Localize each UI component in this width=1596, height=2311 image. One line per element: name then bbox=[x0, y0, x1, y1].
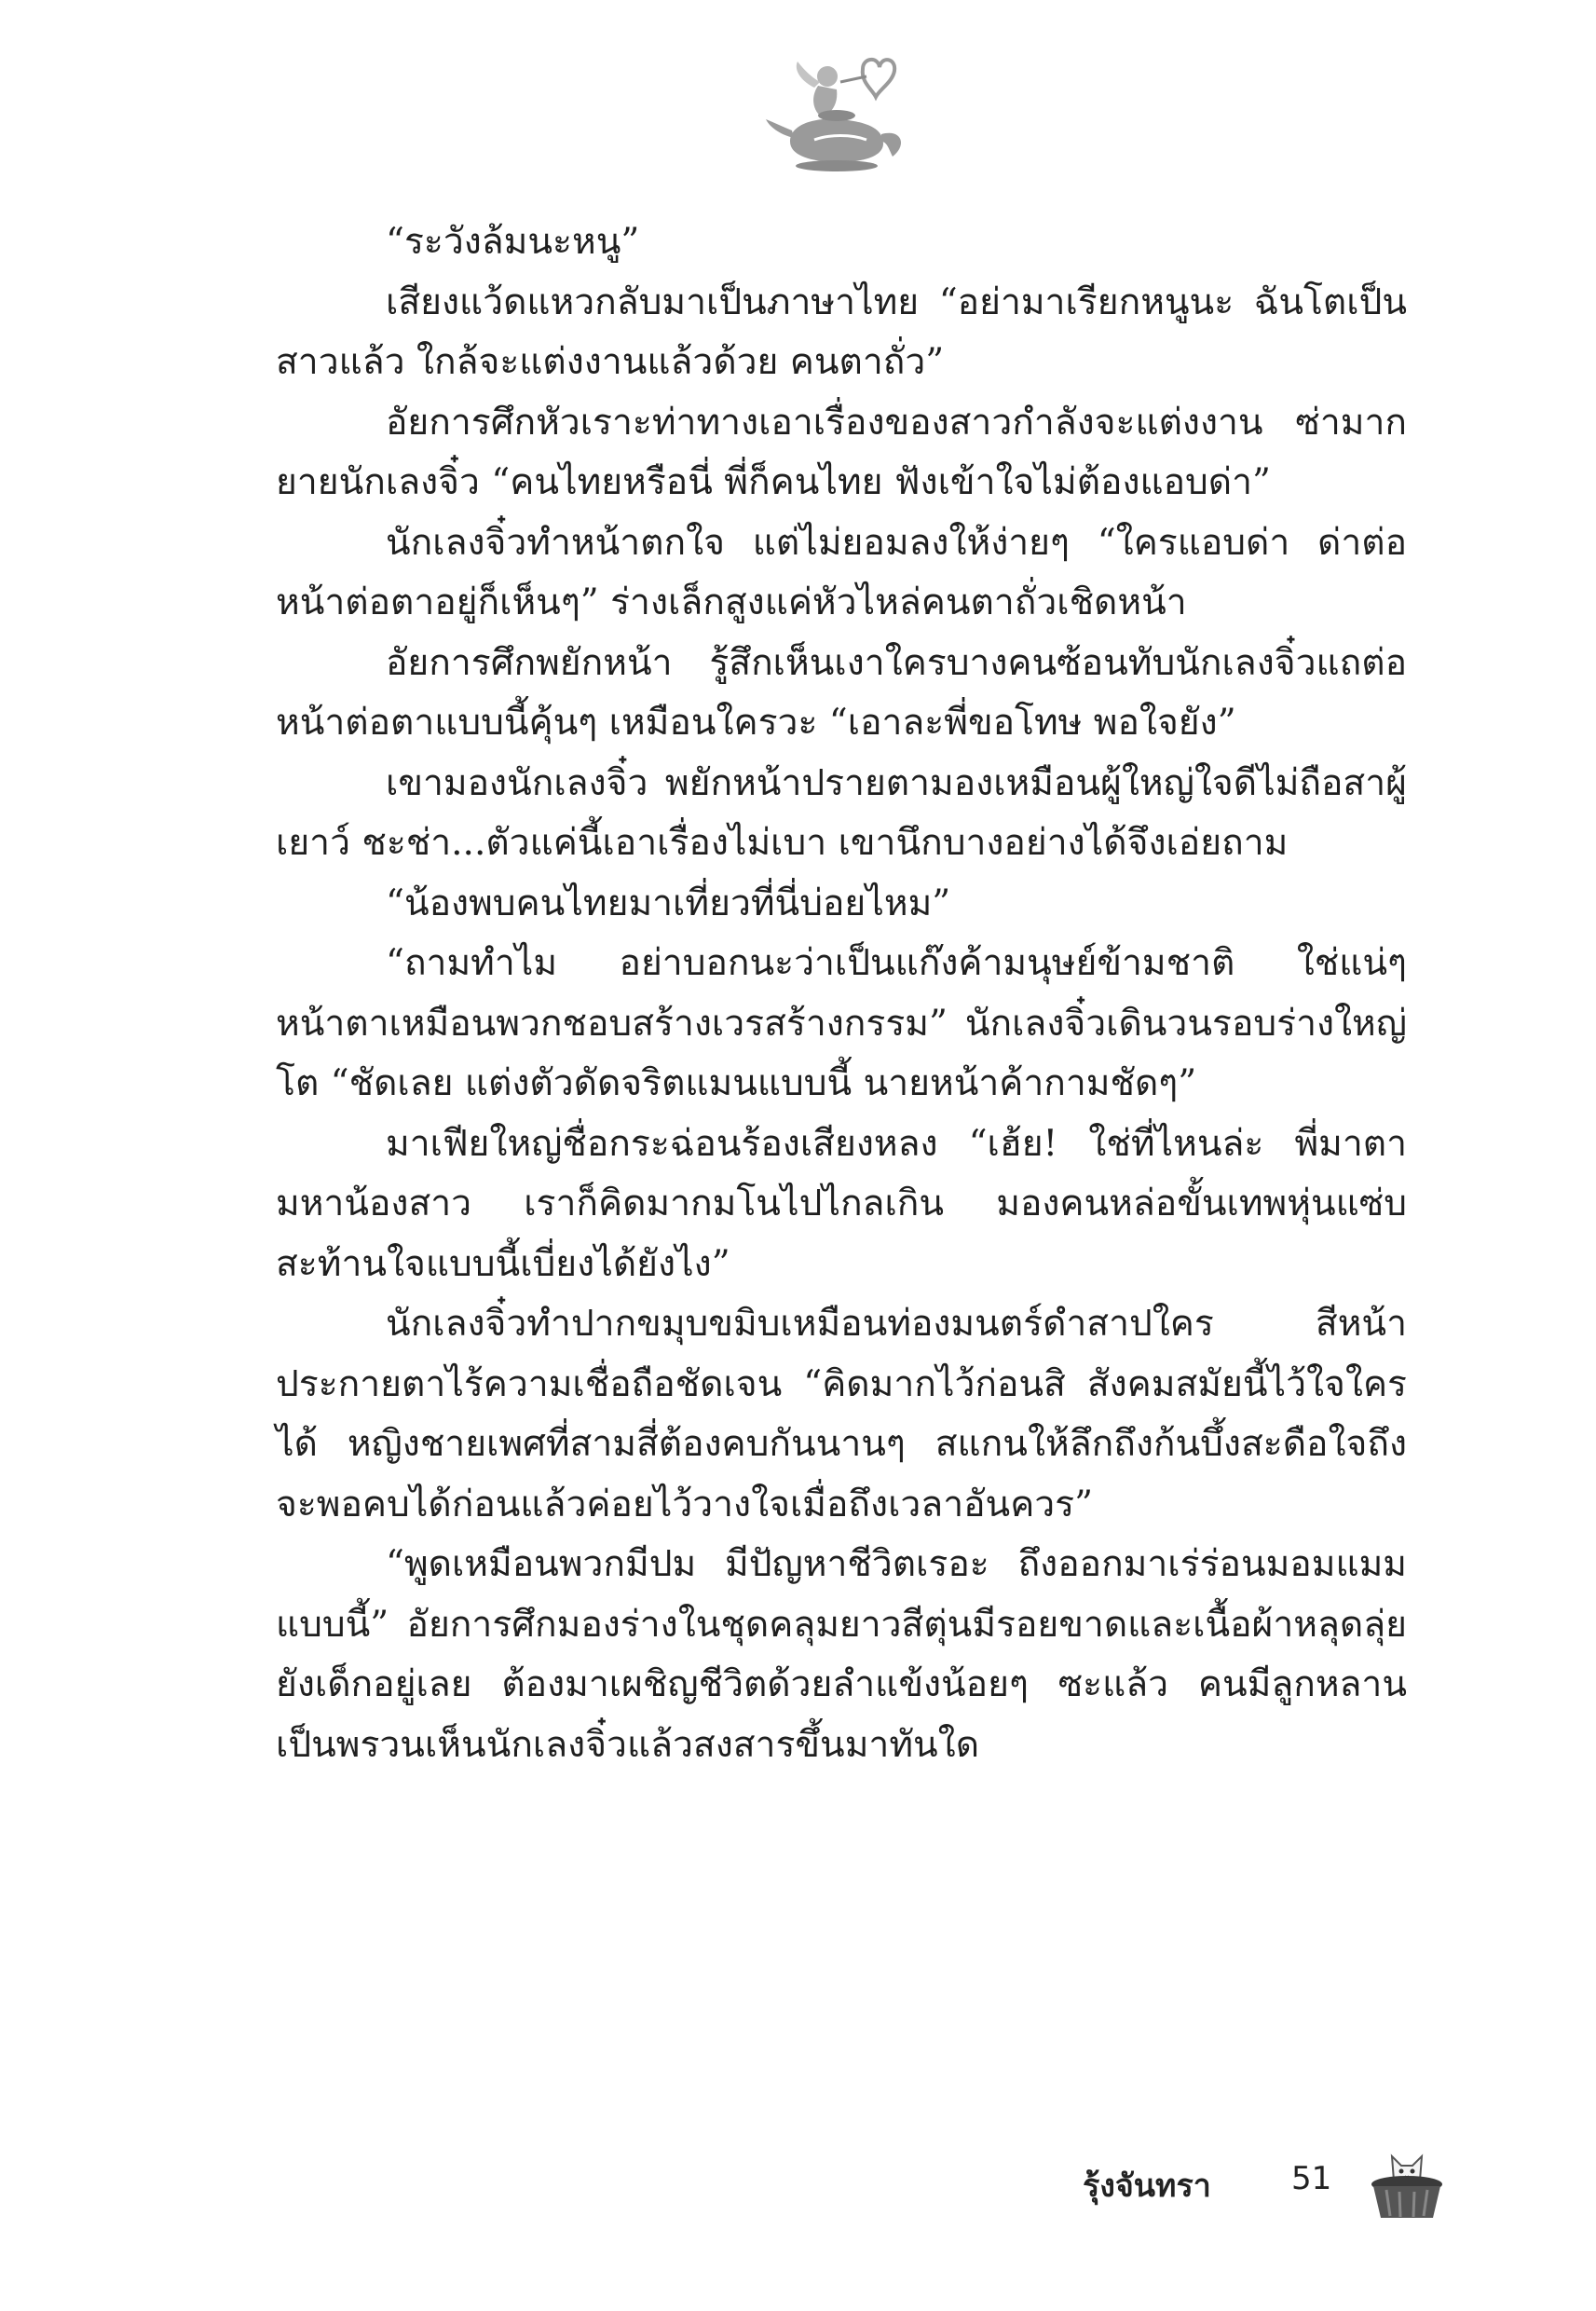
cat-in-basket-icon bbox=[1368, 2140, 1446, 2222]
paragraph: “พูดเหมือนพวกมีปม มีปัญหาชีวิตเรอะ ถึงออกมาเร่ร่อนมอมแมมแบบนี้” อัยการศึกมองร่างในชุดคลุมยาวสีตุ่นมีรอยขาดและเนื้อผ้าหลุดลุ่ย ยังเด็กอยู่เลย ต้องมาเผชิญชีวิตด้วยลำแข้งน้อยๆ ซะแล้ว คนมีลูกหลานเป็นพรวนเห็นนักเลงจิ๋วแล้วสงสารขึ้นมาทันใด bbox=[276, 1543, 1407, 1766]
page-footer bbox=[1071, 2140, 1453, 2223]
cupid-teapot-ornament-icon bbox=[762, 48, 911, 179]
paragraph: “น้องพบคนไทยมาเที่ยวที่นี่บ่อยไหม” bbox=[386, 882, 951, 924]
body-text bbox=[276, 212, 1407, 1775]
paragraph: อัยการศึกหัวเราะท่าทางเอาเรื่องของสาวกำลังจะแต่งงาน ซ่ามากยายนักเลงจิ๋ว “คนไทยหรือนี่ พี่ก็คนไทย ฟังเข้าใจไม่ต้องแอบด่า” bbox=[276, 401, 1407, 503]
book-title: รุ้งจันทรา bbox=[1083, 2167, 1211, 2205]
paragraph: มาเฟียใหญ่ชื่อกระฉ่อนร้องเสียงหลง “เฮ้ย! ใช่ที่ไหนล่ะ พี่มาตามหาน้องสาว เราก็คิดมากมโนไปไกลเกิน มองคนหล่อขั้นเทพหุ่นแซ่บสะท้านใจแบบนี้เบี่ยงได้ยังไง” bbox=[276, 1122, 1407, 1285]
paragraph: นักเลงจิ๋วทำหน้าตกใจ แต่ไม่ยอมลงให้ง่ายๆ “ใครแอบด่า ด่าต่อหน้าต่อตาอยู่ก็เห็นๆ” ร่างเล็กสูงแค่หัวไหล่คนตาถั่วเชิดหน้า bbox=[276, 521, 1407, 623]
paragraph: อัยการศึกพยักหน้า รู้สึกเห็นเงาใครบางคนซ้อนทับนักเลงจิ๋วแถต่อหน้าต่อตาแบบนี้คุ้นๆ เหมือนใครวะ “เอาละพี่ขอโทษ พอใจยัง” bbox=[276, 641, 1407, 744]
paragraph: เสียงแว้ดแหวกลับมาเป็นภาษาไทย “อย่ามาเรียกหนูนะ ฉันโตเป็นสาวแล้ว ใกล้จะแต่งงานแล้วด้วย คนตาถั่ว” bbox=[276, 280, 1407, 383]
paragraph: “ถามทำไม อย่าบอกนะว่าเป็นแก๊งค้ามนุษย์ข้ามชาติ ใช่แน่ๆ หน้าตาเหมือนพวกชอบสร้างเวรสร้างกรรม” นักเลงจิ๋วเดินวนรอบร่างใหญ่โต “ชัดเลย แต่งตัวดัดจริตแมนแบบนี้ นายหน้าค้ากามชัดๆ” bbox=[276, 942, 1407, 1104]
page-number: 51 bbox=[1291, 2160, 1332, 2197]
paragraph: “ระวังล้มนะหนู” bbox=[386, 221, 640, 263]
paragraph: นักเลงจิ๋วทำปากขมุบขมิบเหมือนท่องมนตร์ดำสาปใคร สีหน้าประกายตาไร้ความเชื่อถือชัดเจน “คิดมากไว้ก่อนสิ สังคมสมัยนี้ไว้ใจใครได้ หญิงชายเพศที่สามสี่ต้องคบกันนานๆ สแกนให้ลึกถึงก้นบึ้งสะดือใจถึงจะพอคบได้ก่อนแล้วค่อยไว้วางใจเมื่อถึงเวลาอันควร” bbox=[276, 1303, 1407, 1525]
paragraph: เขามองนักเลงจิ๋ว พยักหน้าปรายตามองเหมือนผู้ใหญ่ใจดีไม่ถือสาผู้เยาว์ ชะช่า...ตัวแค่นี้เอาเรื่องไม่เบา เขานึกบางอย่างได้จึงเอ่ยถาม bbox=[276, 761, 1407, 864]
